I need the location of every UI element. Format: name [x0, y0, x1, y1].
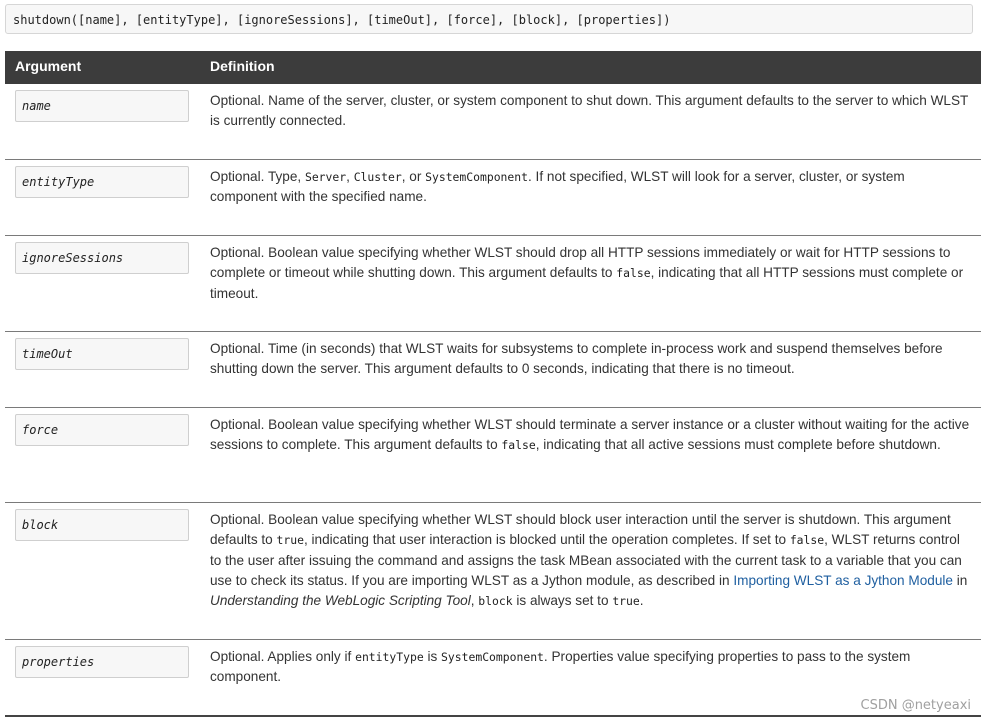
function-signature: shutdown([name], [entityType], [ignoreSessions], [timeOut], [force], [block], [properties])	[5, 4, 973, 34]
table-row	[5, 84, 981, 160]
table-row	[5, 503, 981, 640]
argument-force: force	[15, 414, 189, 446]
argument-block: block	[15, 509, 189, 541]
definition-properties: Optional. Applies only if entityType is SystemComponent. Properties value specifying properties to pass to the system component.	[210, 649, 911, 685]
argument-name: name	[15, 90, 189, 122]
definition-ignoresessions: Optional. Boolean value specifying whether WLST should drop all HTTP sessions immediately or wait for HTTP sessions to complete or timeout while shutting down. This argument defaults to false, indicating that all HTTP sessions must complete or timeout.	[210, 245, 964, 301]
header-definition: Definition	[210, 58, 275, 74]
watermark: CSDN @netyeaxi	[860, 698, 971, 713]
table-row	[5, 160, 981, 236]
link-importing-wlst-jython-module[interactable]: Importing WLST as a Jython Module	[733, 572, 953, 588]
table-row	[5, 408, 981, 503]
argument-entitytype: entityType	[15, 166, 189, 198]
table-row	[5, 332, 981, 408]
header-argument: Argument	[15, 58, 82, 74]
definition-force: Optional. Boolean value specifying whether WLST should terminate a server instance or a cluster without waiting for the active sessions to complete. This argument defaults to false, indicating that all active sessions must complete before shutdown.	[210, 417, 970, 453]
table-header	[5, 51, 981, 84]
argument-timeout: timeOut	[15, 338, 189, 370]
definition-block: Optional. Boolean value specifying whether WLST should block user interaction until the server is shutdown. This argument defaults to true, indicating that user interaction is blocked until the operation completes. If set to false, WLST returns control to the user after issuing the command and assigns the task MBean associated with the current task to a variable that you can use to check its status. If you are importing WLST as a Jython module, as described in Importing WLST as a Jython Module in Understanding the WebLogic Scripting Tool, block is always set to true.	[210, 512, 968, 609]
table-bottom-border	[5, 715, 981, 717]
argument-ignoresessions: ignoreSessions	[15, 242, 189, 274]
definition-timeout: Optional. Time (in seconds) that WLST waits for subsystems to complete in-process work and suspend themselves before shutting down the server. This argument defaults to 0 seconds, indicating that there is no timeout.	[210, 341, 943, 377]
argument-properties: properties	[15, 646, 189, 678]
table-row	[5, 640, 981, 715]
definition-entitytype: Optional. Type, Server, Cluster, or SystemComponent. If not specified, WLST will look for a server, cluster, or system component with the specified name.	[210, 169, 905, 205]
definition-name: Optional. Name of the server, cluster, or system component to shut down. This argument defaults to the server to which WLST is currently connected.	[210, 93, 969, 129]
table-row	[5, 236, 981, 332]
